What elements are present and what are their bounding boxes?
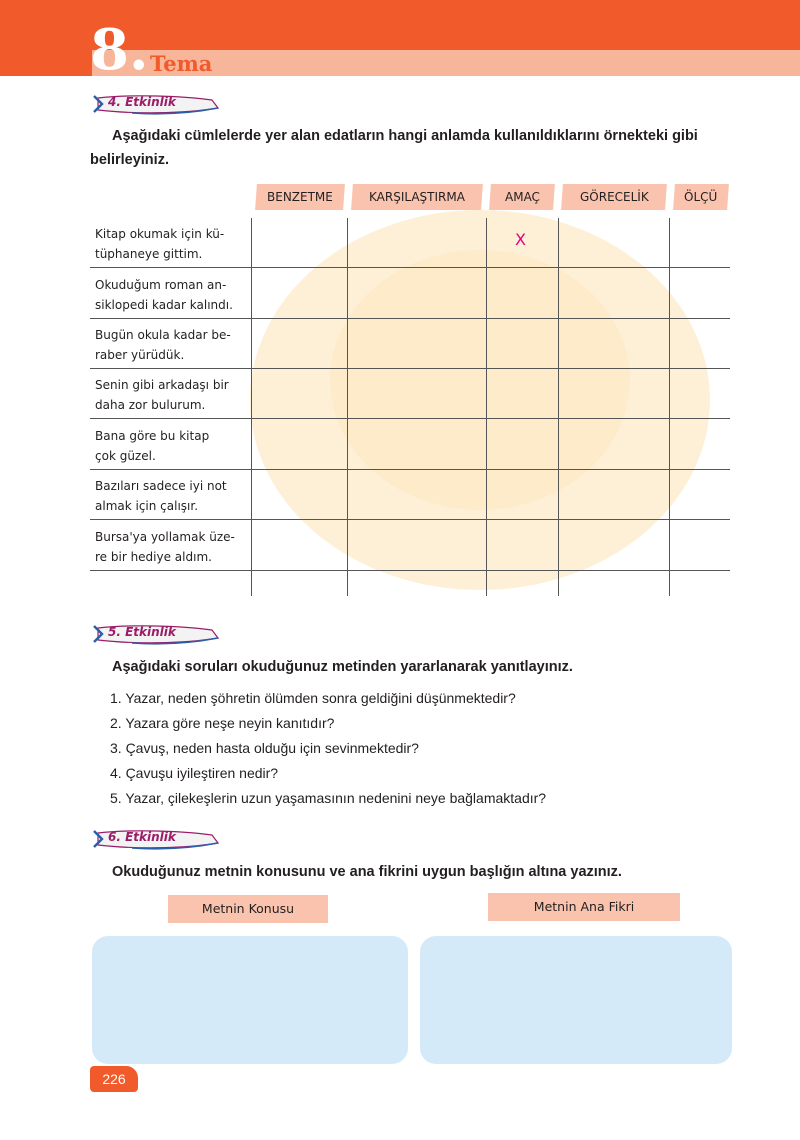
table-column-divider [347,218,348,596]
column-header-amac: AMAÇ [489,184,555,210]
table-row: Senin gibi arkadaşı bir daha zor bulurum. [95,378,229,412]
column-header-olcu: ÖLÇÜ [673,184,729,210]
main-idea-heading: Metnin Ana Fikri [488,893,680,921]
activity-6-label: 6. Etkinlik [108,830,176,844]
table-row: Bana göre bu kitap çok güzel. [95,429,210,463]
activity-5-instruction: Aşağıdaki soruları okuduğunuz metinden yararlanarak yanıtlayınız. [112,659,573,675]
column-header-gorecelik: GÖRECELİK [561,184,667,210]
activity-6-banner [92,827,222,851]
column-header-benzetme: BENZETME [255,184,345,210]
table-divider [90,570,730,571]
activity-4-instruction-line2: belirleyiniz. [90,152,169,168]
table-divider [90,267,730,268]
table-column-divider [669,218,670,596]
table-divider [90,318,730,319]
activity-6-instruction: Okuduğunuz metnin konusunu ve ana fikrini uygun başlığın altına yazınız. [112,864,622,880]
table-column-divider [251,218,252,596]
table-divider [90,418,730,419]
table-divider [90,469,730,470]
page-number: 226 [102,1071,126,1087]
question-item: 5. Yazar, çilekeşlerin uzun yaşamasının nedenini neye bağlamaktadır? [110,790,547,806]
column-header-karsilastirma: KARŞILAŞTIRMA [351,184,483,210]
table-row: Okuduğum roman an- siklopedi kadar kalındı. [95,278,233,312]
subject-answer-box[interactable] [92,936,408,1064]
table-row: Bugün okula kadar be- raber yürüdük. [95,328,231,362]
theme-title: Tema [150,51,213,76]
activity-4-banner [92,92,222,116]
activity-5-banner [92,622,222,646]
table-divider [90,519,730,520]
header-tab [0,28,92,76]
example-mark: X [515,230,526,249]
table-row: Kitap okumak için kü- tüphaneye gittim. [95,227,225,261]
table-column-divider [558,218,559,596]
table-row: Bursa'ya yollamak üze- re bir hediye aldım. [95,530,235,564]
question-item: 4. Çavuşu iyileştiren nedir? [110,765,279,781]
question-item: 3. Çavuş, neden hasta olduğu için sevinmektedir? [110,740,419,756]
table-divider [90,368,730,369]
theme-number: 8. [90,17,149,83]
table-row: Bazıları sadece iyi not almak için çalışır. [95,479,227,513]
question-item: 2. Yazara göre neşe neyin kanıtıdır? [110,715,335,731]
table-column-divider [486,218,487,596]
activity-5-label: 5. Etkinlik [108,625,176,639]
activity-4-label: 4. Etkinlik [108,95,176,109]
question-item: 1. Yazar, neden şöhretin ölümden sonra geldiğini düşünmektedir? [110,690,516,706]
table-wash-inner [330,250,630,510]
main-idea-answer-box[interactable] [420,936,732,1064]
activity-4-instruction-line1: Aşağıdaki cümlelerde yer alan edatların hangi anlamda kullanıldıklarını örnekteki gibi [112,128,698,144]
subject-heading: Metnin Konusu [168,895,328,923]
